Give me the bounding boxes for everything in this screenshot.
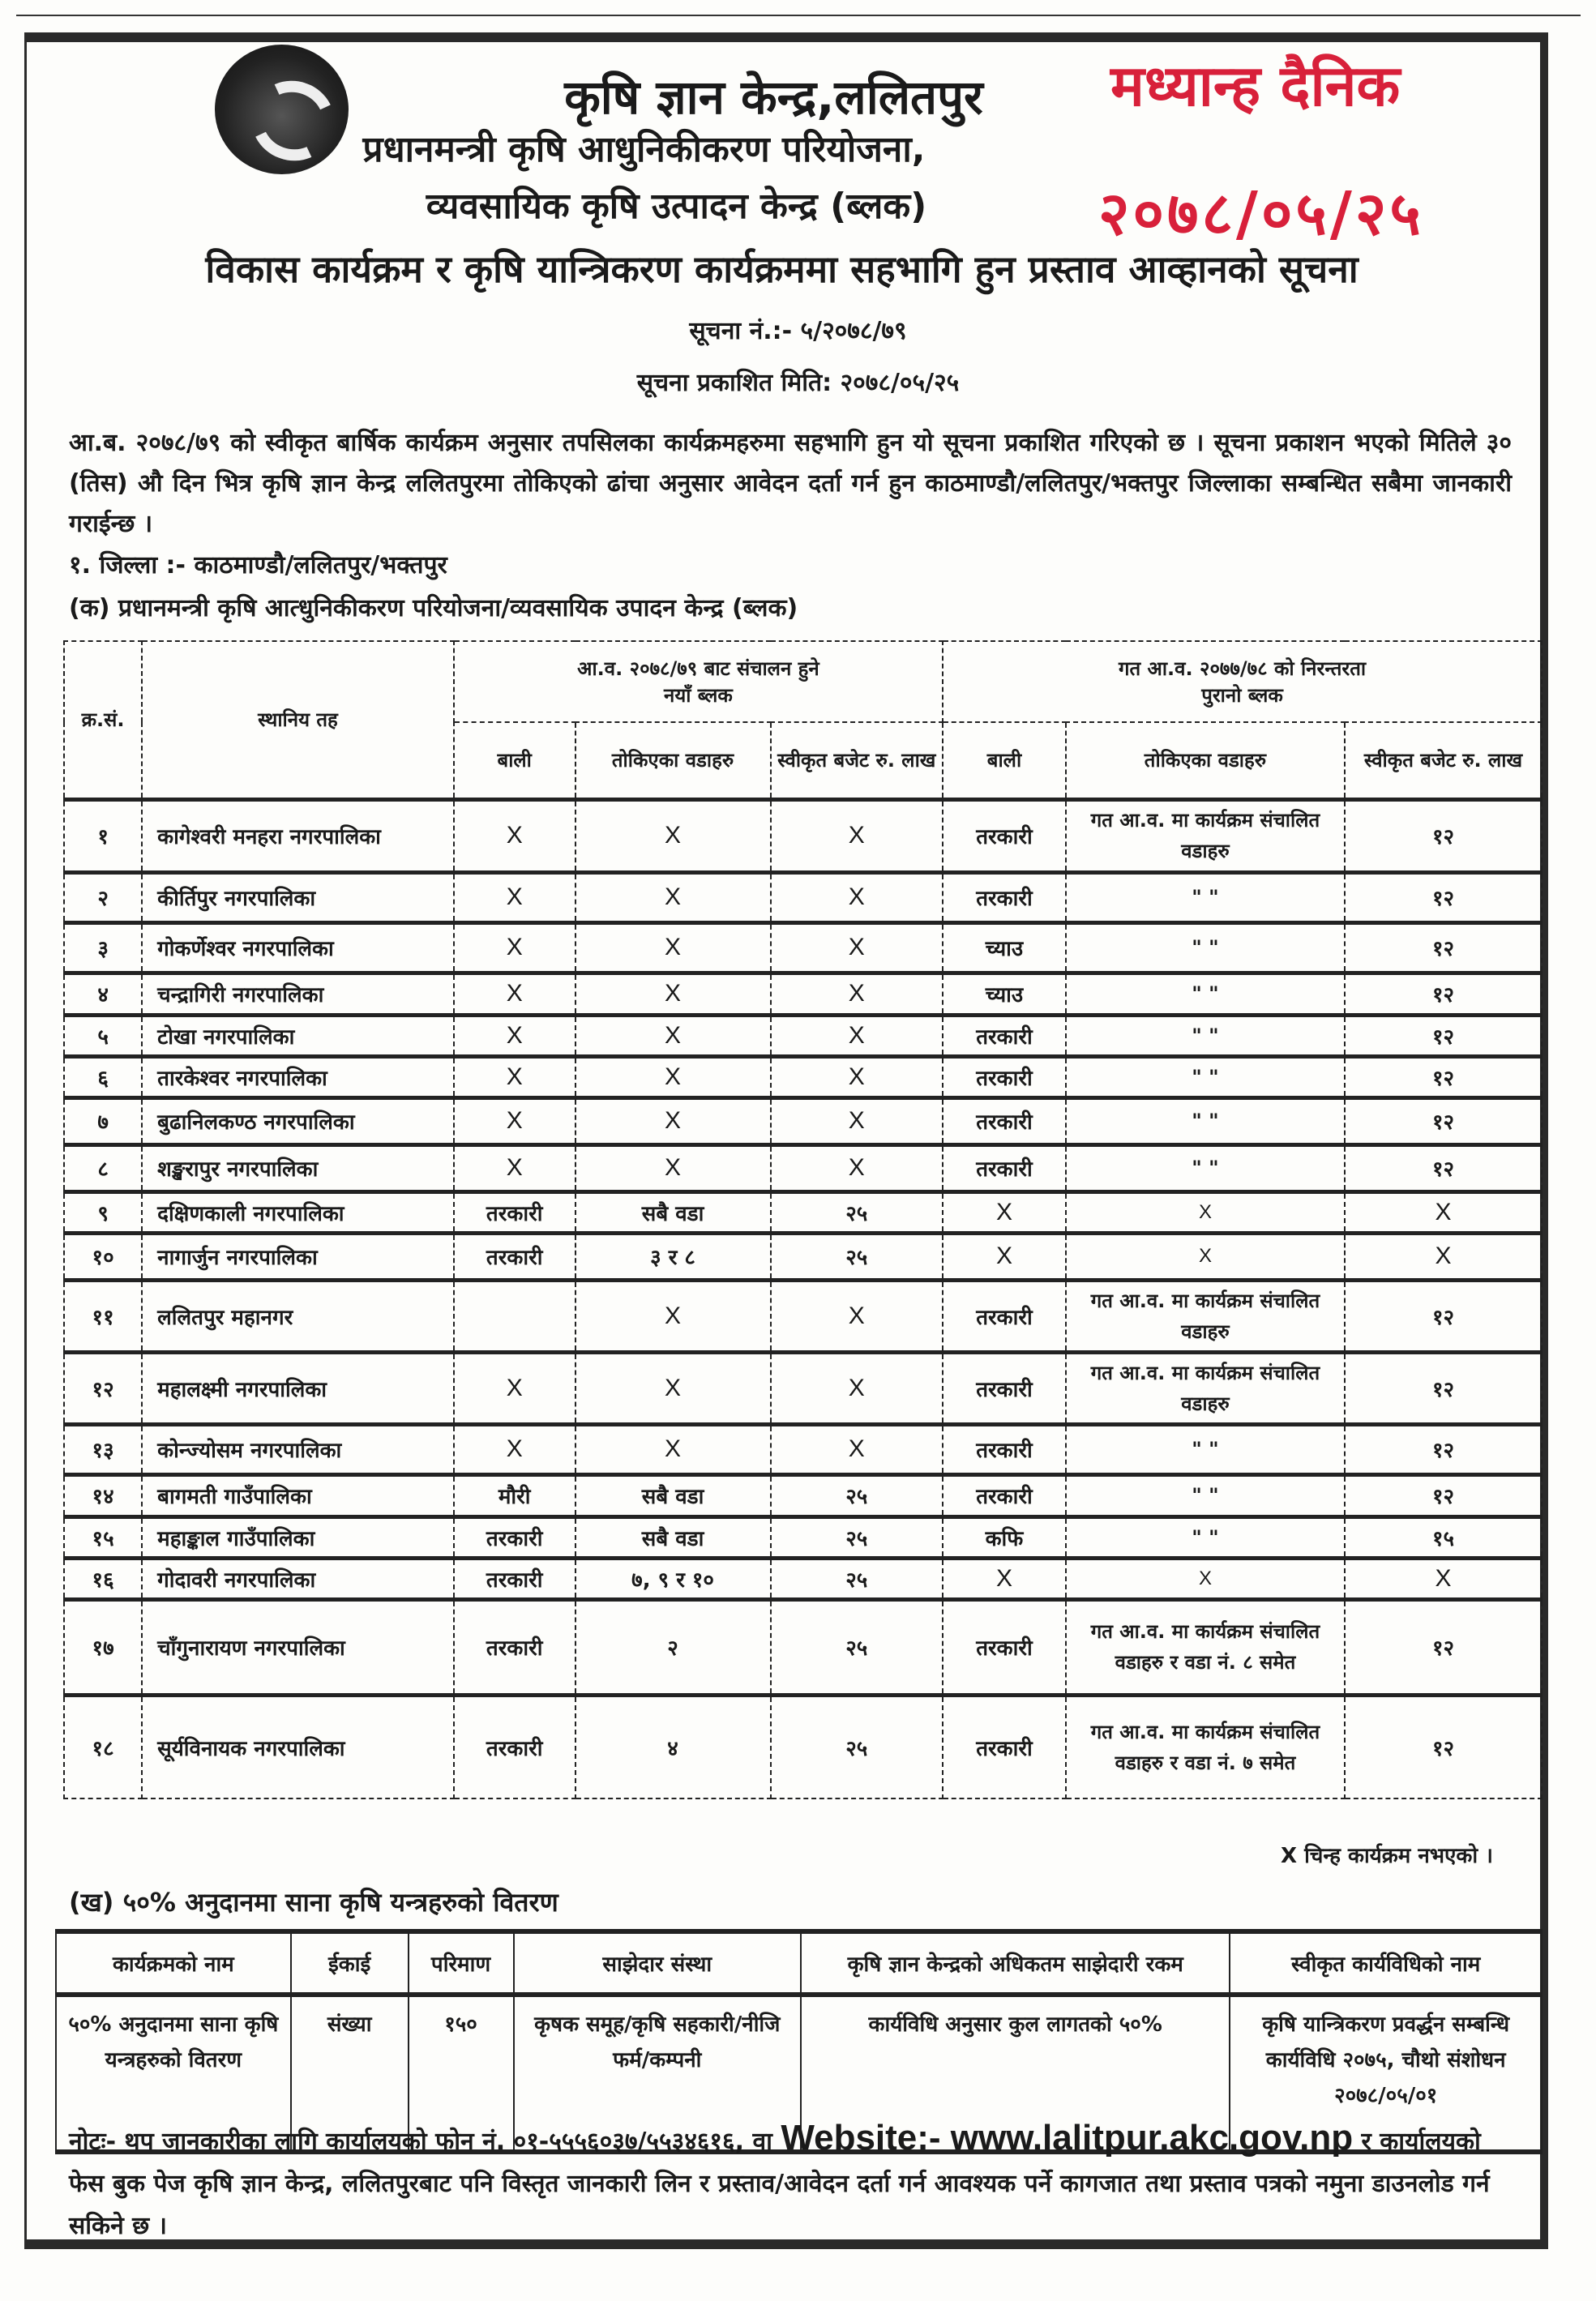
- section-b-heading: (ख) ५०% अनुदानमा साना कृषि यन्त्रहरुको वितरण: [69, 1887, 558, 1918]
- block-subtitle: व्यवसायिक कृषि उत्पादन केन्द्र (ब्लक): [426, 186, 927, 227]
- cell-sn: ८: [64, 1144, 142, 1191]
- cell-new-budget: २५: [771, 1516, 943, 1558]
- cell-new-crop: तरकारी: [454, 1191, 576, 1233]
- cell-program: ५०% अनुदानमा साना कृषि यन्त्रहरुको वितरण: [56, 1995, 291, 2152]
- cell-old-wards: " ": [1066, 922, 1345, 973]
- cell-old-crop: तरकारी: [943, 1599, 1066, 1695]
- cell-old-budget: X: [1345, 1233, 1542, 1280]
- publish-date: सूचना प्रकाशित मिति: २०७८/०५/२५: [636, 369, 960, 397]
- table-row: [64, 1233, 1542, 1280]
- cell-sn: १०: [64, 1233, 142, 1280]
- cell-sn: १७: [64, 1599, 142, 1695]
- cell-new-wards: २: [576, 1599, 771, 1695]
- cell-old-crop: X: [943, 1558, 1066, 1599]
- cell-old-wards: गत आ.व. मा कार्यक्रम संचालित वडाहरु: [1066, 799, 1345, 872]
- cell-new-budget: X: [771, 1352, 943, 1424]
- handwritten-date-stamp: २०७८/०५/२५: [1098, 179, 1424, 249]
- cell-name: कागेश्वरी मनहरा नगरपालिका: [142, 799, 454, 872]
- cell-new-budget: X: [771, 1424, 943, 1474]
- cell-new-budget: २५: [771, 1558, 943, 1599]
- cell-procedure: कृषि यान्त्रिकरण प्रवर्द्धन सम्बन्धि कार्यविधि २०७५, चौथो संशोधन २०७८/०५/०१: [1230, 1995, 1542, 2152]
- cell-partner: कृषक समूह/कृषि सहकारी/नीजि फर्म/कम्पनी: [514, 1995, 802, 2152]
- cell-old-crop: तरकारी: [943, 799, 1066, 872]
- cell-new-budget: २५: [771, 1474, 943, 1516]
- cell-old-crop: X: [943, 1233, 1066, 1280]
- cell-new-crop: X: [454, 1424, 576, 1474]
- cell-name: बागमती गाउँपालिका: [142, 1474, 454, 1516]
- cell-new-crop: X: [454, 973, 576, 1015]
- cell-unit: संख्या: [291, 1995, 409, 2152]
- cell-name: गोदावरी नगरपालिका: [142, 1558, 454, 1599]
- cell-old-crop: च्याउ: [943, 922, 1066, 973]
- cell-old-budget: १२: [1345, 872, 1542, 922]
- district-line: १. जिल्ला :- काठमाण्डौ/ललितपुर/भक्तपुर: [69, 551, 447, 580]
- cell-new-wards: X: [576, 872, 771, 922]
- table-row: [64, 1191, 1542, 1233]
- cell-old-crop: तरकारी: [943, 1695, 1066, 1798]
- cell-name: टोखा नगरपालिका: [142, 1015, 454, 1056]
- cell-old-wards: " ": [1066, 1015, 1345, 1056]
- cell-old-budget: १२: [1345, 799, 1542, 872]
- scan-top-line: [16, 15, 1581, 16]
- cell-old-budget: १२: [1345, 1097, 1542, 1144]
- header-max-share: कृषि ज्ञान केन्द्रको अधिकतम साझेदारी रकम: [801, 1931, 1230, 1995]
- cell-sn: ९: [64, 1191, 142, 1233]
- cell-new-wards: X: [576, 1424, 771, 1474]
- cell-old-crop: तरकारी: [943, 1144, 1066, 1191]
- table-row: [64, 1144, 1542, 1191]
- cell-old-budget: १२: [1345, 1015, 1542, 1056]
- table-row: [64, 1097, 1542, 1144]
- cell-new-wards: ४: [576, 1695, 771, 1798]
- cell-new-budget: २५: [771, 1233, 943, 1280]
- table-row: [64, 1474, 1542, 1516]
- table-row: [64, 1352, 1542, 1424]
- cell-new-crop: X: [454, 1352, 576, 1424]
- table-row: [64, 1599, 1542, 1695]
- header-unit: ईकाई: [291, 1931, 409, 1995]
- block-program-table: [63, 640, 1543, 1799]
- cell-old-wards: " ": [1066, 973, 1345, 1015]
- table-row: [64, 973, 1542, 1015]
- cell-new-budget: X: [771, 872, 943, 922]
- table-row: [64, 872, 1542, 922]
- cell-old-crop: तरकारी: [943, 1352, 1066, 1424]
- cell-new-crop: X: [454, 1056, 576, 1097]
- cell-name: सूर्यविनायक नगरपालिका: [142, 1695, 454, 1798]
- cell-name: दक्षिणकाली नगरपालिका: [142, 1191, 454, 1233]
- cell-new-crop: तरकारी: [454, 1516, 576, 1558]
- cell-new-crop: तरकारी: [454, 1558, 576, 1599]
- cell-sn: १५: [64, 1516, 142, 1558]
- cell-old-budget: १५: [1345, 1516, 1542, 1558]
- cell-name: नागार्जुन नगरपालिका: [142, 1233, 454, 1280]
- cell-old-wards: " ": [1066, 872, 1345, 922]
- cell-new-wards: X: [576, 1144, 771, 1191]
- cell-new-wards: सबै वडा: [576, 1474, 771, 1516]
- header-old-budget: स्वीकृत बजेट रु. लाख: [1345, 722, 1542, 799]
- cell-sn: १४: [64, 1474, 142, 1516]
- office-title: कृषि ज्ञान केन्द्र,ललितपुर: [564, 70, 983, 125]
- notice-title: विकास कार्यक्रम र कृषि यान्त्रिकरण कार्यक्रममा सहभागि हुन प्रस्ताव आव्हानको सूचना: [205, 247, 1359, 291]
- header-new-wards: तोकिएका वडाहरु: [576, 722, 771, 799]
- cell-old-budget: १२: [1345, 1474, 1542, 1516]
- website-link[interactable]: Website:- www.lalitpur.akc.gov.np: [781, 2118, 1354, 2158]
- header-quantity: परिमाण: [409, 1931, 514, 1995]
- cell-new-budget: X: [771, 1056, 943, 1097]
- table-row: [64, 1695, 1542, 1798]
- table-row: [64, 1558, 1542, 1599]
- cell-new-crop: मौरी: [454, 1474, 576, 1516]
- header-partner: साझेदार संस्था: [514, 1931, 802, 1995]
- table-row: [64, 1516, 1542, 1558]
- cell-old-wards: " ": [1066, 1516, 1345, 1558]
- cell-sn: ४: [64, 973, 142, 1015]
- table-row: [64, 1424, 1542, 1474]
- cell-old-wards: " ": [1066, 1097, 1345, 1144]
- cell-new-crop: तरकारी: [454, 1695, 576, 1798]
- cell-sn: १: [64, 799, 142, 872]
- cell-old-wards: " ": [1066, 1144, 1345, 1191]
- cell-old-budget: १२: [1345, 1424, 1542, 1474]
- cell-new-crop: तरकारी: [454, 1233, 576, 1280]
- cell-name: गोकर्णेश्वर नगरपालिका: [142, 922, 454, 973]
- cell-old-budget: X: [1345, 1558, 1542, 1599]
- header-old-block: गत आ.व. २०७७/७८ को निरन्तरता पुरानो ब्लक: [943, 641, 1542, 722]
- cell-new-wards: X: [576, 973, 771, 1015]
- table-row: [64, 1056, 1542, 1097]
- cell-sn: १६: [64, 1558, 142, 1599]
- cell-old-wards: " ": [1066, 1056, 1345, 1097]
- cell-old-budget: १२: [1345, 1599, 1542, 1695]
- cell-old-wards: " ": [1066, 1424, 1345, 1474]
- cell-new-crop: [454, 1280, 576, 1352]
- cell-sn: ७: [64, 1097, 142, 1144]
- cell-old-budget: १२: [1345, 1352, 1542, 1424]
- cell-new-crop: तरकारी: [454, 1599, 576, 1695]
- cell-max-share: कार्यविधि अनुसार कुल लागतको ५०%: [801, 1995, 1230, 2152]
- cell-new-budget: X: [771, 1144, 943, 1191]
- header-new-block: आ.व. २०७८/७९ बाट संचालन हुने नयाँ ब्लक: [454, 641, 943, 722]
- cell-old-wards: गत आ.व. मा कार्यक्रम संचालित वडाहरु र वडा नं. ८ समेत: [1066, 1599, 1345, 1695]
- cell-new-budget: X: [771, 1280, 943, 1352]
- cell-name: महालक्ष्मी नगरपालिका: [142, 1352, 454, 1424]
- intro-paragraph: आ.ब. २०७८/७९ को स्वीकृत बार्षिक कार्यक्रम अनुसार तपसिलका कार्यक्रमहरुमा सहभागि हुन यो सूचना प्रकाशित गरिएको छ । सूचना प्रकाशन भएको मितिले ३० (तिस) औ दिन भित्र कृषि ज्ञान केन्द्र ललितपुरमा तोकिएको ढांचा अनुसार आवेदन दर्ता गर्न हुन काठमाण्डौ/ललितपुर/भक्तपुर जिल्लाका सम्बन्धित सबैमा जानकारी गराईन्छ ।: [69, 429, 1512, 538]
- cell-sn: ११: [64, 1280, 142, 1352]
- cell-old-budget: १२: [1345, 1056, 1542, 1097]
- cell-old-budget: X: [1345, 1191, 1542, 1233]
- cell-new-budget: X: [771, 1097, 943, 1144]
- cell-new-wards: X: [576, 1015, 771, 1056]
- cell-new-crop: X: [454, 799, 576, 872]
- cell-sn: २: [64, 872, 142, 922]
- cell-old-crop: तरकारी: [943, 1097, 1066, 1144]
- cell-new-budget: X: [771, 799, 943, 872]
- cell-name: चन्द्रागिरी नगरपालिका: [142, 973, 454, 1015]
- cell-old-crop: च्याउ: [943, 973, 1066, 1015]
- cell-new-budget: २५: [771, 1599, 943, 1695]
- cell-old-wards: X: [1066, 1558, 1345, 1599]
- cell-new-wards: X: [576, 1056, 771, 1097]
- cell-new-budget: X: [771, 922, 943, 973]
- cell-name: बुढानिलकण्ठ नगरपालिका: [142, 1097, 454, 1144]
- cell-old-wards: गत आ.व. मा कार्यक्रम संचालित वडाहरु: [1066, 1280, 1345, 1352]
- header-old-wards: तोकिएका वडाहरु: [1066, 722, 1345, 799]
- project-subtitle: प्रधानमन्त्री कृषि आधुनिकीकरण परियोजना,: [362, 129, 926, 170]
- cell-new-budget: X: [771, 973, 943, 1015]
- x-mark-legend: X चिन्ह कार्यक्रम नभएको ।: [1281, 1844, 1494, 1868]
- cell-quantity: १५०: [409, 1995, 514, 2152]
- cell-old-crop: तरकारी: [943, 1056, 1066, 1097]
- cell-old-crop: X: [943, 1191, 1066, 1233]
- cell-old-crop: तरकारी: [943, 872, 1066, 922]
- cell-old-wards: X: [1066, 1191, 1345, 1233]
- table-row: [64, 799, 1542, 872]
- cell-old-crop: तरकारी: [943, 1280, 1066, 1352]
- header-procedure: स्वीकृत कार्यविधिको नाम: [1230, 1931, 1542, 1995]
- header-sn: क्र.सं.: [64, 641, 142, 799]
- table-row: [64, 1015, 1542, 1056]
- cell-sn: ६: [64, 1056, 142, 1097]
- cell-sn: १८: [64, 1695, 142, 1798]
- cell-old-wards: X: [1066, 1233, 1345, 1280]
- cell-name: तारकेश्वर नगरपालिका: [142, 1056, 454, 1097]
- cell-new-budget: X: [771, 1015, 943, 1056]
- newspaper-stamp: मध्यान्ह दैनिक: [1110, 52, 1401, 119]
- cell-old-budget: १२: [1345, 1144, 1542, 1191]
- cell-name: कोन्ज्योसम नगरपालिका: [142, 1424, 454, 1474]
- cell-sn: ३: [64, 922, 142, 973]
- cell-new-wards: X: [576, 922, 771, 973]
- cell-name: शङ्खरापुर नगरपालिका: [142, 1144, 454, 1191]
- cell-new-wards: ७, ९ र १०: [576, 1558, 771, 1599]
- header-new-budget: स्वीकृत बजेट रु. लाख: [771, 722, 943, 799]
- cell-new-budget: २५: [771, 1191, 943, 1233]
- header-new-crop: बाली: [454, 722, 576, 799]
- cell-name: कीर्तिपुर नगरपालिका: [142, 872, 454, 922]
- cell-name: चाँगुनारायण नगरपालिका: [142, 1599, 454, 1695]
- cell-new-wards: ३ र ८: [576, 1233, 771, 1280]
- notice-number: सूचना नं.:- ५/२०७८/७९: [689, 317, 907, 345]
- header-old-crop: बाली: [943, 722, 1066, 799]
- cell-new-wards: सबै वडा: [576, 1191, 771, 1233]
- cell-old-crop: तरकारी: [943, 1015, 1066, 1056]
- cell-new-wards: X: [576, 1280, 771, 1352]
- cell-name: ललितपुर महानगर: [142, 1280, 454, 1352]
- cell-new-budget: २५: [771, 1695, 943, 1798]
- cell-new-wards: X: [576, 1097, 771, 1144]
- cell-old-budget: १२: [1345, 973, 1542, 1015]
- cell-old-wards: गत आ.व. मा कार्यक्रम संचालित वडाहरु: [1066, 1352, 1345, 1424]
- cell-old-budget: १२: [1345, 922, 1542, 973]
- cell-old-wards: गत आ.व. मा कार्यक्रम संचालित वडाहरु र वडा नं. ७ समेत: [1066, 1695, 1345, 1798]
- cell-name: महाङ्काल गाउँपालिका: [142, 1516, 454, 1558]
- cell-old-crop: कफि: [943, 1516, 1066, 1558]
- cell-new-wards: X: [576, 1352, 771, 1424]
- cell-new-crop: X: [454, 1015, 576, 1056]
- cell-new-crop: X: [454, 872, 576, 922]
- header-program-name: कार्यक्रमको नाम: [56, 1931, 291, 1995]
- cell-new-wards: X: [576, 799, 771, 872]
- cell-new-wards: सबै वडा: [576, 1516, 771, 1558]
- header-local-level: स्थानिय तह: [142, 641, 454, 799]
- cell-sn: ५: [64, 1015, 142, 1056]
- cell-new-crop: X: [454, 1097, 576, 1144]
- cell-old-wards: " ": [1066, 1474, 1345, 1516]
- cell-old-budget: १२: [1345, 1280, 1542, 1352]
- cell-new-crop: X: [454, 1144, 576, 1191]
- table-row: [64, 1280, 1542, 1352]
- section-a-heading: (क) प्रधानमन्त्री कृषि आत्धुनिकीकरण परियोजना/व्यवसायिक उपादन केन्द्र (ब्लक): [69, 594, 798, 622]
- cell-old-budget: १२: [1345, 1695, 1542, 1798]
- footer-note: नोटः- थप जानकारीका लागि कार्यालयको फोन नं. ०१-५५५६०३७/५५३४६१६, वा Website:- www.lalitpur.akc.gov.np र कार्यालयको फेस बुक पेज कृषि ज्ञान केन्द्र, ललितपुरबाट पनि विस्तृत जानकारी लिन र प्रस्ताव/आवेदन दर्ता गर्न आवश्यक पर्ने कागजात तथा प्रस्ताव पत्रको नमुना डाउनलोड गर्न सकिने छ ।: [69, 2118, 1490, 2240]
- cell-old-crop: तरकारी: [943, 1424, 1066, 1474]
- table-row: [64, 922, 1542, 973]
- cell-sn: १२: [64, 1352, 142, 1424]
- cell-new-crop: X: [454, 922, 576, 973]
- cell-old-crop: तरकारी: [943, 1474, 1066, 1516]
- cell-sn: १३: [64, 1424, 142, 1474]
